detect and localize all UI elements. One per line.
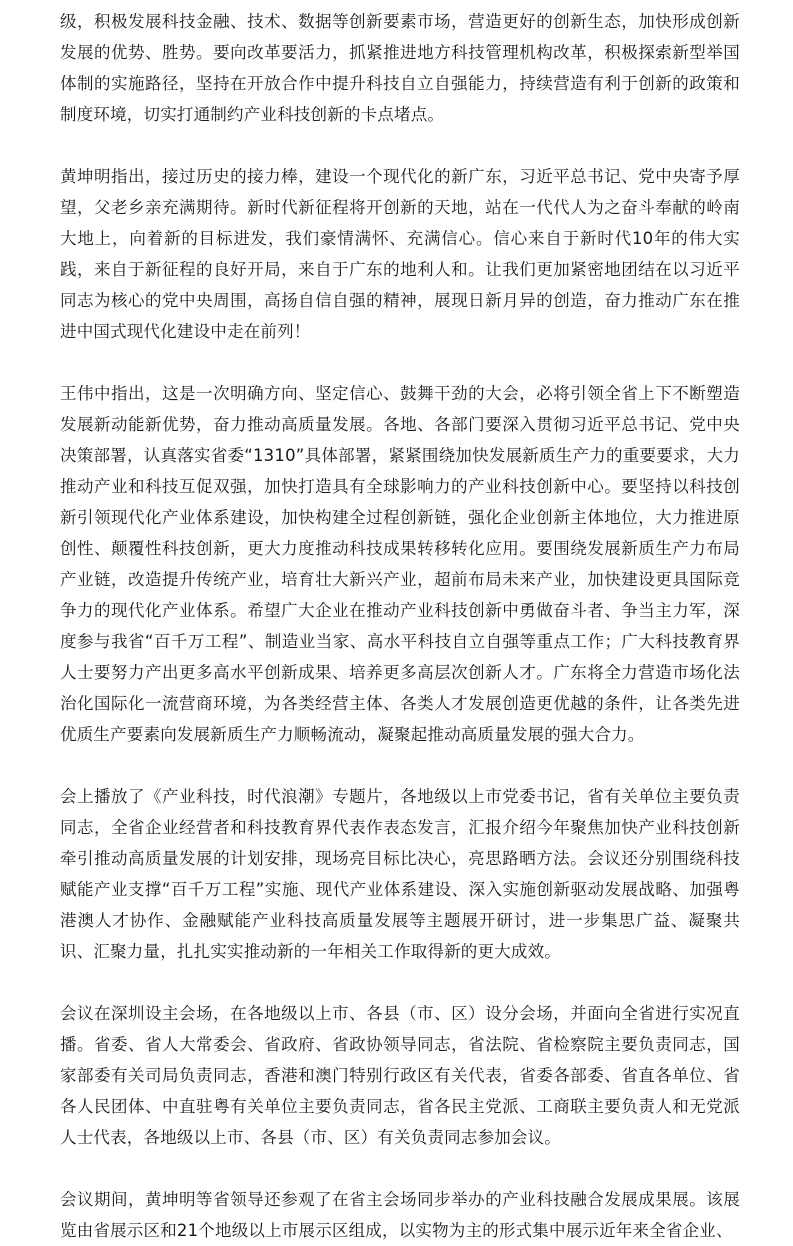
paragraph-huang-kunming-remarks: 黄坤明指出，接过历史的接力棒，建设一个现代化的新广东，习近平总书记、党中央寄予厚望，父老乡亲充满期待。新时代新征程将开创新的天地，站在一代代人为之奋斗奉献的岭南大地上，向着新的目标进发，我们豪情满怀、充满信心。信心来自于新时代10年的伟大实践，来自于新征程的良好开局，来自于广东的地利人和。让我们更加紧密地团结在以习近平同志为核心的党中央周围，高扬自信自强的精神，展现日新月异的创造，奋力推动广东在推进中国式现代化建设中走在前列！ xyxy=(60,167,740,341)
paragraph-conference-program: 会上播放了《产业科技，时代浪潮》专题片，各地级以上市党委书记，省有关单位主要负责同志，全省企业经营者和科技教育界代表作表态发言，汇报介绍今年聚焦加快产业科技创新牵引推动高质量发展的计划安排，现场亮目标比决心，亮思路晒方法。会议还分别围绕科技赋能产业支撑“百千万工程”实施、现代产业体系建设、深入实施创新驱动发展战略、加强粤港澳人才协作、金融赋能产业科技高质量发展等主题展开研讨，进一步集思广益、凝聚共识、汇聚力量，扎扎实实推动新的一年相关工作取得新的更大成效。 xyxy=(60,787,740,961)
paragraph-wang-weizhong-remarks: 王伟中指出，这是一次明确方向、坚定信心、鼓舞干劲的大会，必将引领全省上下不断塑造发展新动能新优势，奋力推动高质量发展。各地、各部门要深入贯彻习近平总书记、党中央决策部署，认真落实省委“1310”具体部署，紧紧围绕加快发展新质生产力的重要要求，大力推动产业和科技互促双强，加快打造具有全球影响力的产业科技创新中心。要坚持以科技创新引领现代化产业体系建设，加快构建全过程创新链，强化企业创新主体地位，大力推进原创性、颠覆性科技创新，更大力度推动科技成果转移转化应用。要围绕发展新质生产力布局产业链，改造提升传统产业，培育壮大新兴产业，超前布局未来产业，加快建设更具国际竞争力的现代化产业体系。希望广大企业在推动产业科技创新中勇做奋斗者、争当主力军，深度参与我省“百千万工程”、制造业当家、高水平科技自立自强等重点工作；广大科技教育界人士要努力产出更多高水平创新成果、培养更多高层次创新人才。广东将全力营造市场化法治化国际化一流营商环境，为各类经营主体、各类人才发展创造更优越的条件，让各类先进优质生产要素向发展新质生产力顺畅流动，凝聚起推动高质量发展的强大合力。 xyxy=(60,384,740,744)
article-body xyxy=(60,6,740,1246)
paragraph-innovation-ecosystem: 级，积极发展科技金融、技术、数据等创新要素市场，营造更好的创新生态，加快形成创新发展的优势、胜势。要向改革要活力，抓紧推进地方科技管理机构改革，积极探索新型举国体制的实施路径，坚持在开放合作中提升科技自立自强能力，持续营造有利于创新的政策和制度环境，切实打通制约产业科技创新的卡点堵点。 xyxy=(60,12,740,124)
paragraph-venues-attendees: 会议在深圳设主会场，在各地级以上市、各县（市、区）设分会场，并面向全省进行实况直播。省委、省人大常委会、省政府、省政协领导同志，省法院、省检察院主要负责同志，国家部委有关司局负责同志，香港和澳门特别行政区有关代表，省委各部委、省直各单位、省各人民团体、中直驻粤有关单位主要负责同志，省各民主党派、工商联主要负责人和无党派人士代表，各地级以上市、各县（市、区）有关负责同志参加会议。 xyxy=(60,1004,740,1147)
paragraph-exhibition: 会议期间，黄坤明等省领导还参观了在省主会场同步举办的产业科技融合发展成果展。该展览由省展示区和21个地级以上市展示区组成，以实物为主的形式集中展示近年来全省企业、 xyxy=(60,1190,740,1240)
